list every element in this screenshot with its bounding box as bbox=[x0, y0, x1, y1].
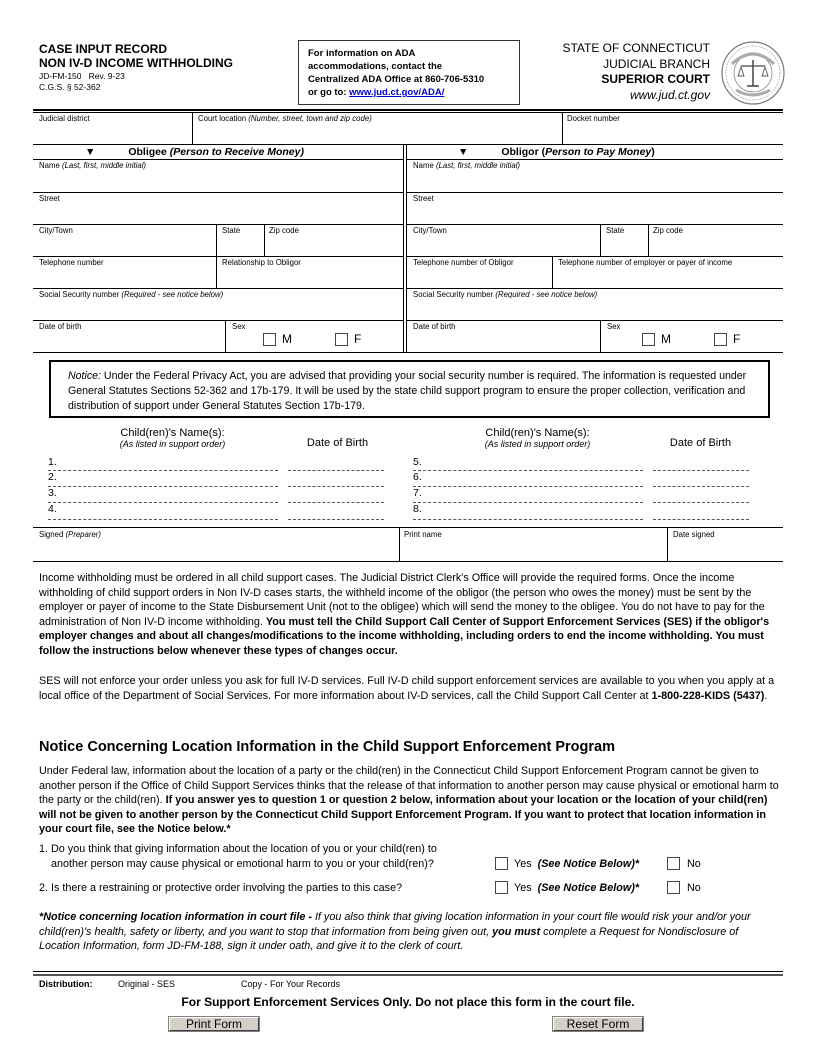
privacy-act-notice bbox=[49, 360, 770, 418]
obligee-city-field[interactable] bbox=[34, 236, 215, 255]
ada-line3: Centralized ADA Office at 860-706-5310 bbox=[308, 74, 485, 85]
children-names-header-right bbox=[465, 427, 610, 449]
obligee-city-label: City/Town bbox=[39, 226, 73, 235]
obligor-zip-field[interactable] bbox=[650, 236, 782, 255]
signed-label bbox=[39, 530, 101, 540]
distribution-title: Distribution: bbox=[39, 979, 93, 989]
judicial-seal-icon bbox=[720, 40, 786, 106]
obligee-sex-m-label: M bbox=[282, 332, 292, 346]
date-signed-field[interactable] bbox=[669, 540, 782, 560]
obligee-relationship-field[interactable] bbox=[218, 268, 403, 287]
obligor-employer-phone-field[interactable] bbox=[554, 268, 782, 287]
child-5-dob-field[interactable] bbox=[653, 470, 749, 471]
yes-text: Yes bbox=[514, 882, 532, 894]
ses-info bbox=[39, 674, 779, 703]
q2-yes-checkbox[interactable] bbox=[495, 881, 508, 894]
location-notice-heading: Notice Concerning Location Information in the Child Support Enforcement Program bbox=[39, 739, 615, 755]
ses-text-end: . bbox=[764, 689, 768, 702]
statute-ref: C.G.S. § 52-362 bbox=[39, 82, 101, 92]
obligee-zip-label: Zip code bbox=[269, 226, 299, 235]
form-title-line1: CASE INPUT RECORD bbox=[39, 42, 168, 56]
child-number: 4. bbox=[48, 503, 57, 515]
notice-label: Notice: bbox=[68, 370, 101, 382]
obligor-city-field[interactable] bbox=[408, 236, 599, 255]
question-1-line1: 1. Do you think that giving information about the location of you or your child(ren) to bbox=[39, 843, 437, 855]
label-hint: (Preparer) bbox=[65, 530, 101, 539]
notice-bold-text: If you answer yes to question 1 or question 2 below, information about your location or the location of your child(ren) will not be given to another person by the Connecticut Child Support Enforcement Program. If you want to protect that location information in your court file, see the Notice below.* bbox=[39, 794, 768, 835]
notice-text: Under Federal law, information about the location of a party or the child(ren) in the Connecticut Child Support Enforcement Program cannot be given to another person if the Office of Child Support Services thinks that the release of that information to another person may cause physical or emotional harm to the party or the child(ren). bbox=[39, 765, 779, 806]
child-1-dob-field[interactable] bbox=[288, 470, 384, 471]
obligee-title-hint: (Person to Receive Money) bbox=[169, 146, 304, 158]
label-hint: (Last, first, middle initial) bbox=[435, 161, 521, 170]
date-signed-label: Date signed bbox=[673, 530, 715, 539]
obligor-header bbox=[458, 146, 655, 158]
court-location-hint: (Number, street, town and zip code) bbox=[248, 114, 372, 123]
child-number: 5. bbox=[413, 456, 422, 468]
label-text: Social Security number bbox=[413, 290, 496, 299]
child-number: 6. bbox=[413, 471, 422, 483]
signature-field[interactable] bbox=[34, 540, 398, 560]
court-website: www.jud.ct.gov bbox=[629, 87, 710, 102]
arrow-down-icon: ▼ bbox=[85, 146, 96, 158]
child-4-name-field[interactable] bbox=[48, 519, 278, 520]
obligor-dob-label: Date of birth bbox=[413, 322, 456, 331]
q1-no-checkbox[interactable] bbox=[667, 857, 680, 870]
child-8-name-field[interactable] bbox=[413, 519, 643, 520]
label-text: Social Security number bbox=[39, 290, 122, 299]
obligor-phone-field[interactable] bbox=[408, 268, 551, 287]
q1-yes-label bbox=[514, 857, 639, 872]
ada-line1: For information on ADA bbox=[308, 48, 416, 59]
child-2-name-field[interactable] bbox=[48, 486, 278, 487]
see-notice-text: (See Notice Below)* bbox=[537, 882, 640, 894]
ses-only-notice: For Support Enforcement Services Only. Do not place this form in the court file. bbox=[181, 995, 635, 1009]
form-identifier bbox=[39, 71, 125, 93]
reset-form-button[interactable]: Reset Form bbox=[553, 1017, 643, 1031]
judicial-district-label: Judicial district bbox=[39, 114, 90, 123]
court-file-notice-bold: you must bbox=[492, 925, 541, 938]
call-center-phone: 1-800-228-KIDS (5437) bbox=[651, 689, 765, 702]
header-text: Child(ren)'s Name(s): bbox=[120, 427, 225, 439]
obligor-sex-f-label: F bbox=[733, 332, 741, 346]
info-bold-text: You must tell the Child Support Call Center of Support Enforcement Services (SES) if the obligor's employer changes and about all changes/modifications to the income withholding, including orders to end the income withholding. You must follow the instructions below whenever these types of changes occur. bbox=[39, 615, 770, 657]
obligee-zip-field[interactable] bbox=[266, 236, 403, 255]
label-hint: (Last, first, middle initial) bbox=[61, 161, 147, 170]
obligee-street-field[interactable] bbox=[34, 204, 403, 223]
obligee-title: Obligee bbox=[128, 146, 170, 158]
court-file-notice-text: If you also think that giving location information in your court file would risk your and/or your child(ren)'s health, safety or liberty, and you want to stop that information from being given out, bbox=[39, 911, 751, 938]
obligee-sex-f-label: F bbox=[354, 332, 362, 346]
obligee-relationship-label: Relationship to Obligor bbox=[222, 258, 301, 267]
question-1 bbox=[39, 842, 437, 871]
obligee-name-field[interactable] bbox=[34, 171, 403, 191]
ada-link[interactable]: www.jud.ct.gov/ADA/ bbox=[349, 87, 445, 98]
obligee-name-label bbox=[39, 161, 146, 171]
children-names-header-left bbox=[100, 427, 245, 449]
obligor-employer-phone-label: Telephone number of employer or payer of income bbox=[558, 258, 733, 267]
ada-line4: or go to: bbox=[308, 87, 350, 98]
obligor-city-label: City/Town bbox=[413, 226, 447, 235]
child-1-name-field[interactable] bbox=[48, 470, 278, 471]
form-id: JD-FM-150 Rev. 9-23 bbox=[39, 71, 125, 81]
label-text: Signed bbox=[39, 530, 66, 539]
notice-text: Under the Federal Privacy Act, you are advised that providing your social security number is required. The information is requested under General Statutes Sections 52-362 and 17b-179. It will be used by the state child support program to ensure the proper collection, verification and distribution of support under General Statutes Section 17b-179. bbox=[68, 370, 747, 412]
child-number: 1. bbox=[48, 456, 57, 468]
info-text: Income withholding must be ordered in all child support cases. The Judicial District Clerk's Office will provide the required forms. Once the income withholding of child support orders in Non IV-D cases starts, the withheld income of the obligor (the person who owes the money) must be sent by the employer or payer of income to the State Disbursement Unit (not to the obligee) which will send the money to the obligee. You do not have to pay for the administration of Non IV-D income withholding. bbox=[39, 572, 765, 628]
obligor-ssn-label bbox=[413, 290, 597, 300]
obligor-sex-m-checkbox[interactable] bbox=[642, 333, 655, 346]
obligor-name-field[interactable] bbox=[408, 171, 782, 191]
label-text: Name bbox=[39, 161, 62, 170]
obligee-street-label: Street bbox=[39, 194, 60, 203]
court-location-label bbox=[198, 114, 372, 124]
obligee-state-label: State bbox=[222, 226, 241, 235]
print-name-field[interactable] bbox=[401, 540, 666, 560]
obligor-title-hint: Person to Pay Money bbox=[545, 146, 652, 158]
q1-yes-checkbox[interactable] bbox=[495, 857, 508, 870]
q2-yes-label bbox=[514, 881, 639, 896]
see-notice-text: (See Notice Below)* bbox=[537, 858, 640, 870]
branch-name: JUDICIAL BRANCH bbox=[603, 56, 710, 71]
ada-info-box bbox=[298, 40, 520, 105]
print-form-button[interactable]: Print Form bbox=[169, 1017, 259, 1031]
distribution-label bbox=[39, 979, 93, 989]
ada-line2: accommodations, contact the bbox=[308, 61, 443, 72]
child-3-dob-field[interactable] bbox=[288, 502, 384, 503]
judicial-district-field[interactable] bbox=[34, 124, 191, 143]
child-number: 3. bbox=[48, 487, 57, 499]
child-8-dob-field[interactable] bbox=[653, 519, 749, 520]
distribution-copy: Copy - For Your Records bbox=[241, 979, 341, 989]
header-sub: (As listed in support order) bbox=[484, 439, 591, 449]
docket-number-label: Docket number bbox=[567, 114, 620, 123]
income-withholding-info bbox=[39, 571, 779, 658]
q1-no-label: No bbox=[687, 858, 701, 870]
obligor-sex-label: Sex bbox=[607, 322, 621, 331]
obligor-street-field[interactable] bbox=[408, 204, 782, 223]
court-name: SUPERIOR COURT bbox=[601, 72, 710, 86]
child-4-dob-field[interactable] bbox=[288, 519, 384, 520]
label-text: Name bbox=[413, 161, 436, 170]
obligee-dob-field[interactable] bbox=[34, 332, 224, 351]
question-1-line2: another person may cause physical or emotional harm to you or your child(ren)? bbox=[51, 857, 434, 870]
obligor-ssn-field[interactable] bbox=[408, 300, 782, 319]
obligor-zip-label: Zip code bbox=[653, 226, 683, 235]
child-5-name-field[interactable] bbox=[413, 470, 643, 471]
obligee-phone-field[interactable] bbox=[34, 268, 215, 287]
obligee-phone-label: Telephone number bbox=[39, 258, 104, 267]
court-location-field[interactable] bbox=[194, 124, 561, 143]
child-number: 7. bbox=[413, 487, 422, 499]
arrow-down-icon: ▼ bbox=[458, 146, 469, 158]
child-6-dob-field[interactable] bbox=[653, 486, 749, 487]
question-2: 2. Is there a restraining or protective order involving the parties to this case? bbox=[39, 882, 403, 894]
obligor-state-field[interactable] bbox=[602, 236, 647, 255]
obligor-phone-label: Telephone number of Obligor bbox=[413, 258, 514, 267]
child-6-name-field[interactable] bbox=[413, 486, 643, 487]
obligor-title: Obligor ( bbox=[501, 146, 546, 158]
obligee-sex-f-checkbox[interactable] bbox=[335, 333, 348, 346]
obligee-sex-m-checkbox[interactable] bbox=[263, 333, 276, 346]
child-2-dob-field[interactable] bbox=[288, 486, 384, 487]
header-text: Child(ren)'s Name(s): bbox=[485, 427, 590, 439]
obligor-street-label: Street bbox=[413, 194, 434, 203]
obligee-header bbox=[85, 146, 304, 158]
obligor-sex-f-checkbox[interactable] bbox=[714, 333, 727, 346]
obligee-ssn-field[interactable] bbox=[34, 300, 403, 319]
distribution-original: Original - SES bbox=[118, 979, 176, 989]
label-hint: (Required - see notice below) bbox=[495, 290, 598, 299]
child-number: 2. bbox=[48, 471, 57, 483]
child-number: 8. bbox=[413, 503, 422, 515]
court-file-notice-text2: complete a Request for Nondisclosure of Location Information, form JD-FM-188, sign it under oath, and give it to the clerk of court. bbox=[39, 925, 739, 952]
obligee-state-field[interactable] bbox=[218, 236, 263, 255]
children-dob-header-left: Date of Birth bbox=[306, 437, 369, 449]
form-title bbox=[39, 42, 233, 70]
child-3-name-field[interactable] bbox=[48, 502, 278, 503]
state-name: STATE OF CONNECTICUT bbox=[562, 41, 710, 55]
form-title-line2: NON IV-D INCOME WITHHOLDING bbox=[39, 56, 233, 70]
obligee-ssn-label bbox=[39, 290, 223, 300]
obligor-title-close: ) bbox=[651, 146, 655, 158]
ses-text: SES will not enforce your order unless you ask for full IV-D services. Full IV-D child support enforcement services are available to you when you apply at a local office of the Department of Social Services. For more information about IV-D services, call the Child Support Call Center at bbox=[39, 675, 775, 702]
label-hint: (Required - see notice below) bbox=[121, 290, 224, 299]
obligor-dob-field[interactable] bbox=[408, 332, 599, 351]
child-7-name-field[interactable] bbox=[413, 502, 643, 503]
children-dob-header-right: Date of Birth bbox=[669, 437, 732, 449]
q2-no-label: No bbox=[687, 882, 701, 894]
obligor-state-label: State bbox=[606, 226, 625, 235]
child-7-dob-field[interactable] bbox=[653, 502, 749, 503]
obligor-name-label bbox=[413, 161, 520, 171]
docket-number-field[interactable] bbox=[564, 124, 782, 143]
obligee-dob-label: Date of birth bbox=[39, 322, 82, 331]
court-file-notice-label: *Notice concerning location information in court file - bbox=[39, 911, 315, 923]
obligor-sex-m-label: M bbox=[661, 332, 671, 346]
court-identity bbox=[562, 41, 710, 103]
location-notice-text bbox=[39, 764, 779, 837]
court-file-notice bbox=[39, 910, 779, 954]
yes-text: Yes bbox=[514, 858, 532, 870]
header-sub: (As listed in support order) bbox=[119, 439, 226, 449]
print-name-label: Print name bbox=[404, 530, 442, 539]
obligee-sex-label: Sex bbox=[232, 322, 246, 331]
q2-no-checkbox[interactable] bbox=[667, 881, 680, 894]
court-location-text: Court location bbox=[198, 114, 247, 123]
